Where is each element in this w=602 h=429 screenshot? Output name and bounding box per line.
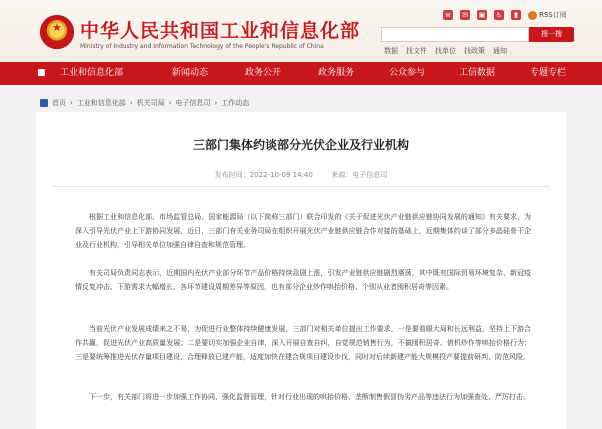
breadcrumb-departments[interactable]: 机关司局 [136, 99, 165, 107]
breadcrumb-miit[interactable]: 工业和信息化部 [76, 99, 126, 107]
nav-item-topics[interactable]: 专题专栏 [530, 68, 567, 78]
breadcrumb-electronics-dept[interactable]: 电子信息司 [175, 99, 211, 107]
quick-link[interactable]: 数据 [384, 47, 398, 55]
home-icon [40, 99, 48, 107]
article-paragraph: 下一步，有关部门将进一步加强工作协同、强化监督管理，针对行业出现的哄抬价格、垄断制售假冒伪劣产品等违法行为加强查处、严厉打击。 [89, 393, 530, 401]
national-emblem-icon[interactable]: ★ [40, 15, 74, 49]
breadcrumb-separator: › [129, 99, 133, 107]
article-meta [36, 170, 566, 180]
quick-link[interactable]: 找政策 [464, 47, 485, 55]
quick-link[interactable]: 找文件 [406, 47, 427, 55]
quick-link[interactable]: 找单位 [435, 47, 456, 55]
main-nav [0, 62, 602, 85]
nav-item-miit[interactable]: 工业和信息化部 [60, 68, 124, 78]
article-paragraph: 有关司局负责同志表示，近期国内光伏产业部分环节产品价格持续急剧上涨，引发产业链供应链剧烈震荡，其中既有国际贸易环境复杂、新冠疫情反复冲击、下游需求大幅增长、各环节建设周期差异等原因，也有部分企业炒作哄抬价格、个别从业者囤积居奇等因素。 [75, 269, 531, 291]
nav-item-data[interactable]: 工信数据 [459, 68, 496, 78]
nav-home-icon[interactable]: ■ [37, 68, 46, 78]
site-title[interactable]: 中华人民共和国工业和信息化部 [80, 20, 361, 42]
breadcrumb-work-news[interactable]: 工作动态 [221, 99, 250, 107]
wechat-icon[interactable]: ✉ [460, 10, 470, 20]
search-input[interactable] [381, 27, 529, 42]
article-paragraph: 根据工业和信息化部、市场监管总局、国家能源局（以下简称三部门）联合印发的《关于促进光伏产业链供应链协同发展的通知》有关要求，为深入引导光伏产业上下游协同发展，近日，三部门有关业务司局在组织开展光伏产业链供应链合作对接的基础上，近期集体约谈了部分多晶硅骨干企业及行业机构，引导相关单位加强自律自查和规范管理。 [75, 213, 531, 249]
breadcrumb [40, 98, 249, 108]
article-card [36, 112, 566, 429]
search-button[interactable]: 搜一搜 [529, 27, 574, 42]
quick-link[interactable]: 通知 [493, 47, 507, 55]
article-source: 来源：电子信息司 [331, 171, 388, 179]
breadcrumb-separator: › [168, 99, 172, 107]
app-icon[interactable]: ▣ [478, 11, 486, 19]
weibo-icon[interactable]: w [443, 10, 453, 20]
article-paragraph: 当前光伏产业发展成绩来之不易，为促进行业整体持续健康发展，三部门对相关单位提出工作要求，一是要看眼大局和长远利益，坚持上下游合作共赢，促进光伏产业高质量发展；二是要切实加强企业自律，深入开展自查自纠，自觉规范销售行为，不搞囤积居奇、借机炒作等哄抬价格行为；三是要统筹推进光伏存量项目建设，合理释放已建产能，适度加快在建合规项目建设步伐，同时对后续新建产能大规模投产要提前研判、防范风险。 [75, 325, 531, 361]
site-title-en: Ministry of Industry and Information Technology of the People's Republic of China [80, 43, 324, 50]
breadcrumb-separator: › [70, 99, 73, 107]
nav-item-news[interactable]: 新闻动态 [172, 68, 209, 78]
site-header [0, 0, 602, 62]
mobile-icon[interactable]: ▮ [511, 10, 521, 20]
nav-item-gov-open[interactable]: 政务公开 [245, 68, 282, 78]
rss-link[interactable]: RSS订阅 [528, 10, 567, 20]
header-icons [443, 9, 567, 21]
divider [52, 186, 550, 187]
accessibility-icon[interactable]: ♿ [495, 11, 503, 19]
nav-item-services[interactable]: 政务服务 [318, 68, 355, 78]
publish-time: 发布时间：2022-10-09 14:40 [214, 171, 313, 179]
breadcrumb-home[interactable]: 首页 [52, 99, 66, 107]
quick-links [384, 46, 507, 56]
nav-item-participation[interactable]: 公众参与 [389, 68, 426, 78]
article-title: 三部门集体约谈部分光伏企业及行业机构 [192, 138, 409, 152]
breadcrumb-separator: › [214, 99, 218, 107]
